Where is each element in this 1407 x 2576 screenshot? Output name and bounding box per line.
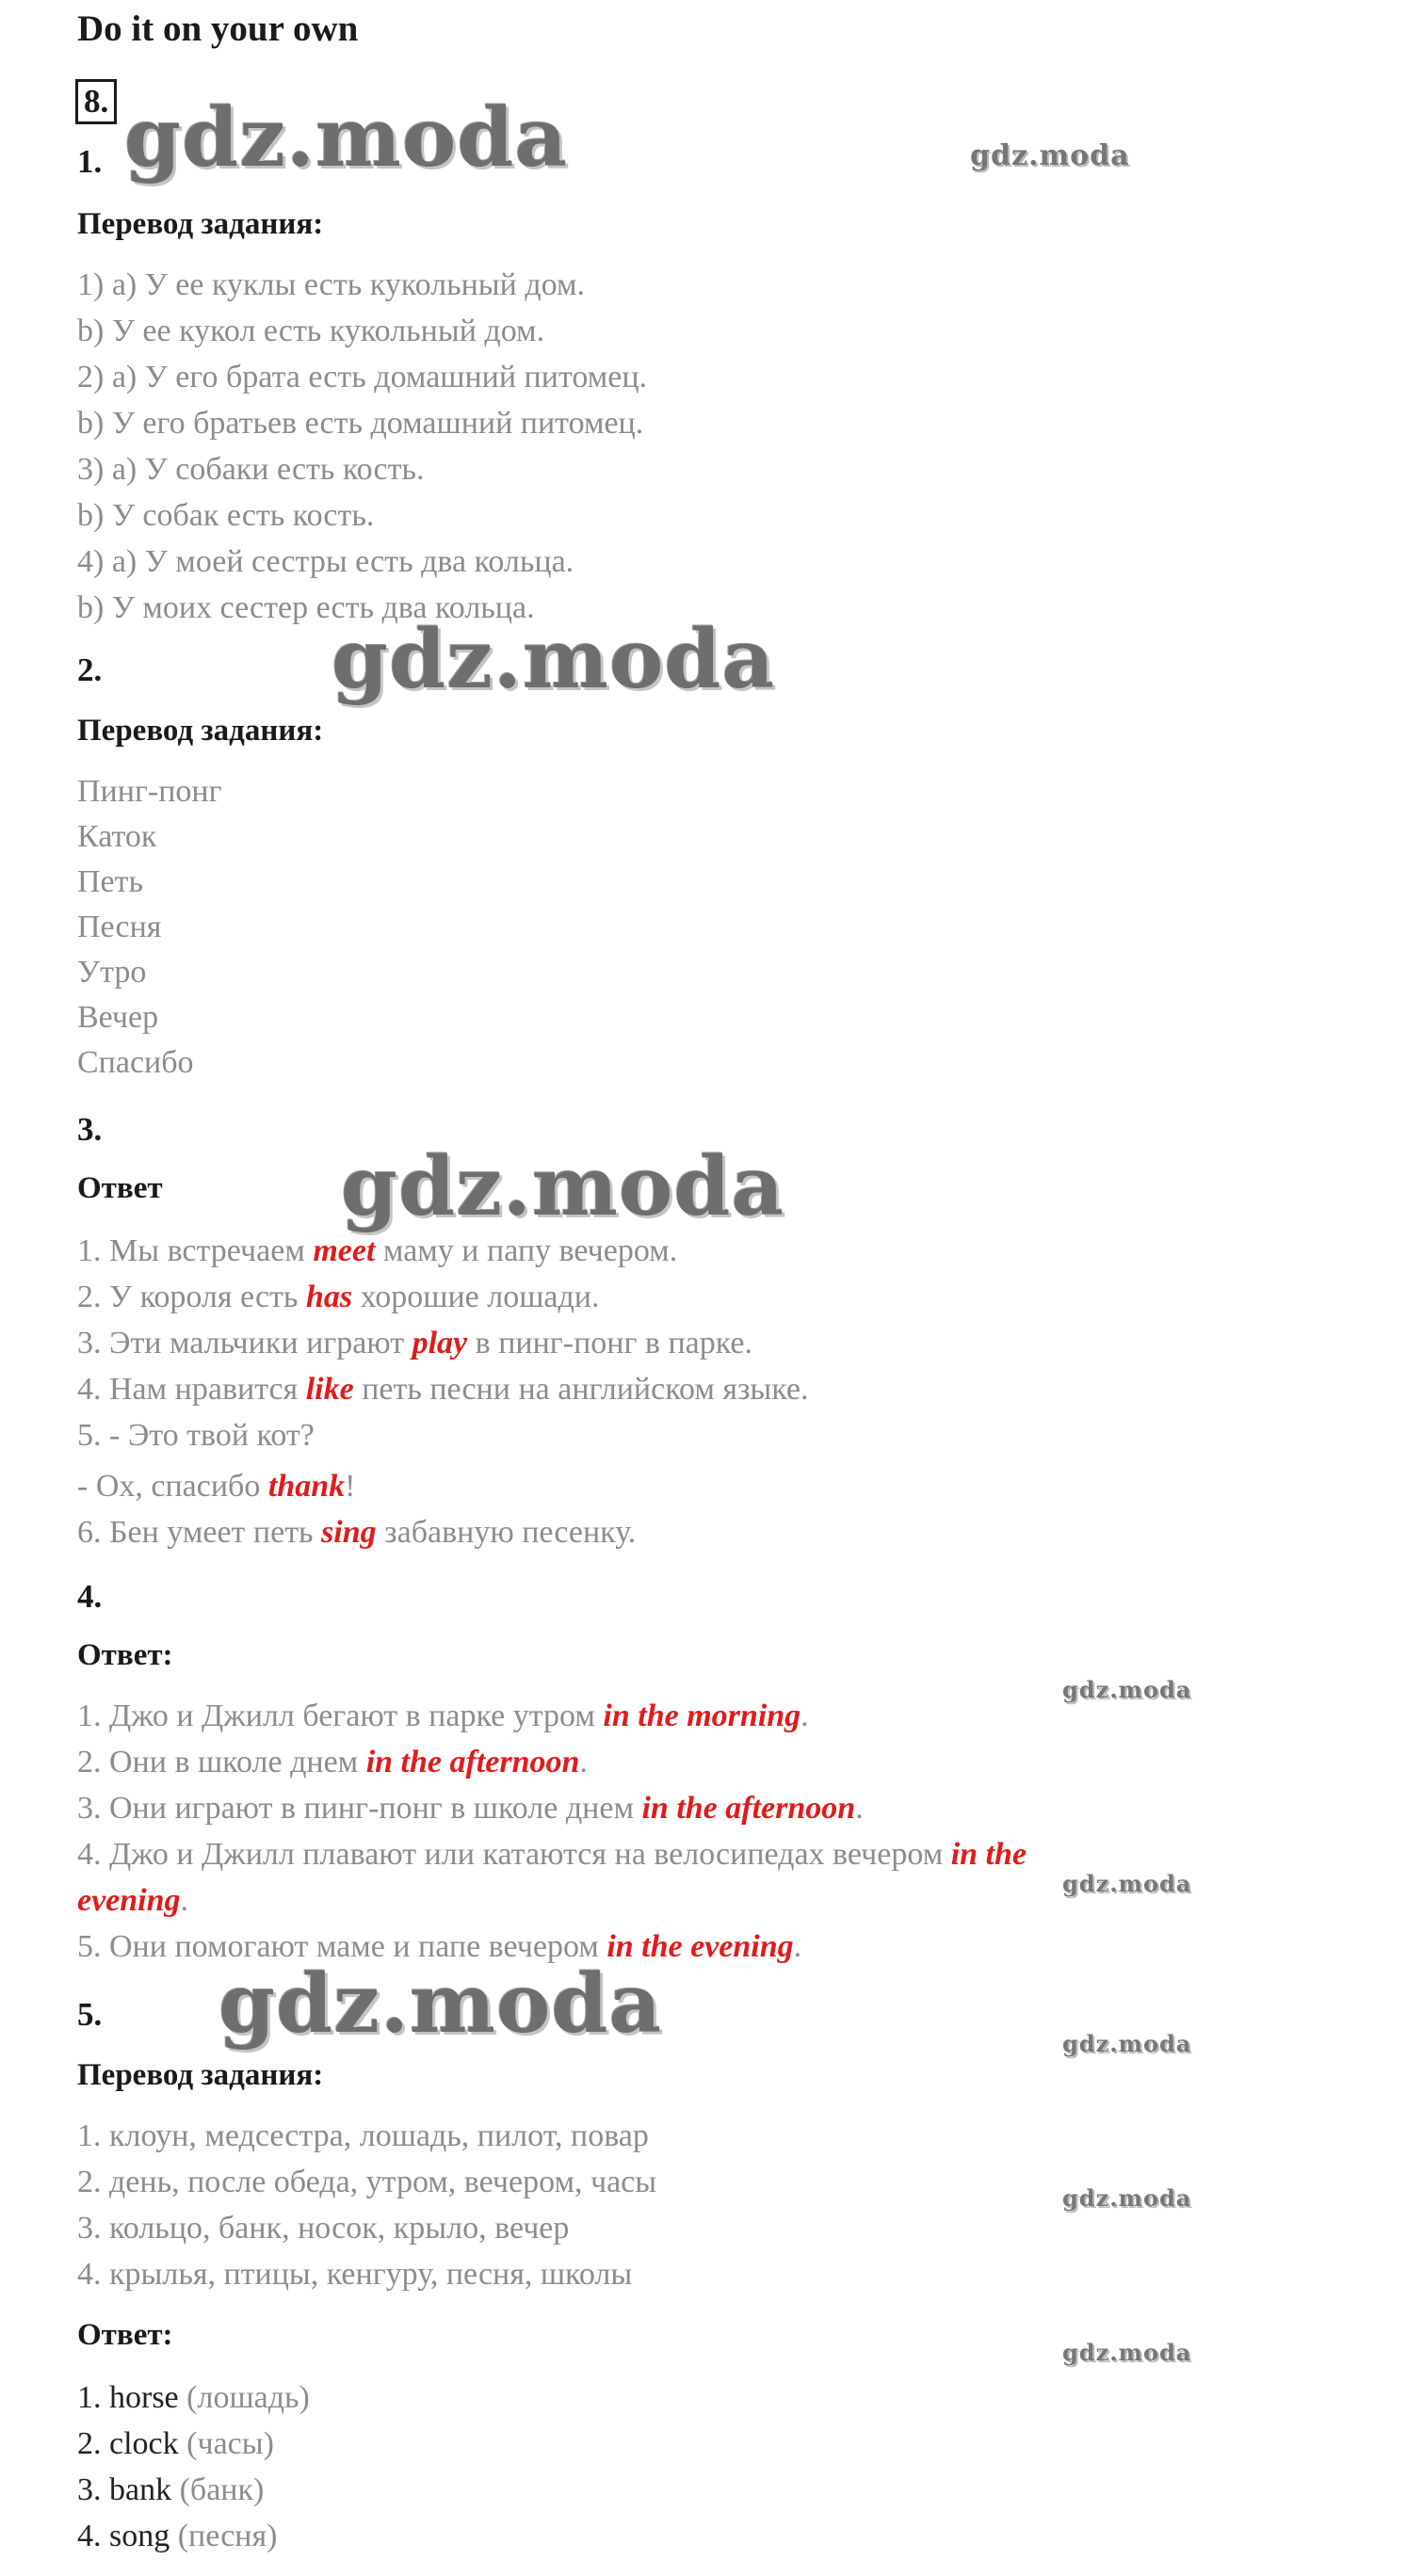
section-4-line: 3. Они играют в пинг-понг в школе днем in the afternoon. xyxy=(77,1791,864,1826)
section-1-number: 1. xyxy=(77,143,103,180)
watermark: gdz.moda xyxy=(1062,1870,1192,1897)
answer-word: in the evening xyxy=(606,1929,794,1964)
section-2-line: Каток xyxy=(77,819,157,854)
section-5-answer: 1. horse (лошадь) xyxy=(77,2380,310,2415)
section-4-line: 5. Они помогают маме и папе вечером in the evening. xyxy=(77,1929,802,1964)
section-1-header: Перевод задания: xyxy=(77,207,324,241)
section-5-line: 1. клоун, медсестра, лошадь, пилот, повар xyxy=(77,2118,649,2153)
section-5-number: 5. xyxy=(77,1996,103,2033)
section-2-line: Петь xyxy=(77,864,144,899)
section-4-line: 2. Они в школе днем in the afternoon. xyxy=(77,1745,588,1779)
answer-word: like xyxy=(305,1372,354,1407)
answer-word: has xyxy=(305,1280,353,1314)
section-4-header: Ответ: xyxy=(77,1638,173,1672)
section-5-header: Перевод задания: xyxy=(77,2058,324,2092)
section-2-line: Утро xyxy=(77,955,147,990)
section-4-number: 4. xyxy=(77,1578,103,1615)
page-title: Do it on your own xyxy=(77,8,359,49)
answer-word: play xyxy=(412,1326,468,1360)
answer-word: meet xyxy=(313,1233,376,1268)
exercise-number: 8. xyxy=(75,79,117,124)
section-2-number: 2. xyxy=(77,652,103,688)
section-1-line: 2) a) У его брата есть домашний питомец. xyxy=(77,360,648,394)
section-1-line: 1) a) У ее куклы есть кукольный дом. xyxy=(77,267,586,302)
watermark: gdz.moda xyxy=(1062,2339,1192,2366)
watermark: gdz.moda xyxy=(1062,1676,1192,1703)
section-2-line: Спасибо xyxy=(77,1045,194,1080)
section-3-line: - Ох, спасибо thank! xyxy=(77,1469,356,1504)
answer-word: thank xyxy=(267,1469,346,1504)
section-5-line: 4. крылья, птицы, кенгуру, песня, школы xyxy=(77,2257,633,2292)
section-2-header: Перевод задания: xyxy=(77,714,324,748)
watermark: gdz.moda xyxy=(218,1956,663,2052)
section-3-number: 3. xyxy=(77,1111,103,1148)
answer-word: in the morning xyxy=(603,1699,801,1733)
watermark: gdz.moda xyxy=(970,139,1130,172)
section-1-line: 4) a) У моей сестры есть два кольца. xyxy=(77,544,574,579)
answer-word: in the afternoon xyxy=(365,1745,580,1779)
section-2-line: Пинг-понг xyxy=(77,774,222,809)
section-3-header: Ответ xyxy=(77,1171,163,1205)
section-2-line: Вечер xyxy=(77,1000,159,1035)
answer-word: evening xyxy=(77,1883,181,1918)
answer-word: sing xyxy=(321,1515,377,1550)
answer-word: in the afternoon xyxy=(641,1791,856,1826)
section-1-line: b) У моих сестер есть два кольца. xyxy=(77,590,535,625)
watermark: gdz.moda xyxy=(124,90,569,185)
section-5-answer: 4. song (песня) xyxy=(77,2519,278,2553)
watermark: gdz.moda xyxy=(1062,2030,1192,2057)
watermark: gdz.moda xyxy=(1062,2184,1192,2212)
section-1-line: 3) a) У собаки есть кость. xyxy=(77,452,425,487)
section-3-line: 5. - Это твой кот? xyxy=(77,1418,315,1453)
section-4-line: 4. Джо и Джилл плавают или катаются на велосипедах вечером in the xyxy=(77,1837,1027,1872)
section-5-answer: 3. bank (банк) xyxy=(77,2472,265,2507)
section-1-line: b) У ее кукол есть кукольный дом. xyxy=(77,314,545,348)
section-3-line: 6. Бен умеет петь sing забавную песенку. xyxy=(77,1515,637,1550)
section-1-line: b) У собак есть кость. xyxy=(77,498,375,533)
section-4-line: evening. xyxy=(77,1883,189,1918)
section-4-line: 1. Джо и Джилл бегают в парке утром in the morning. xyxy=(77,1699,809,1733)
watermark: gdz.moda xyxy=(332,612,776,707)
section-3-line: 2. У короля есть has хорошие лошади. xyxy=(77,1280,600,1314)
watermark: gdz.moda xyxy=(341,1139,785,1234)
section-1-line: b) У его братьев есть домашний питомец. xyxy=(77,406,644,441)
section-2-line: Песня xyxy=(77,910,162,944)
section-5-line: 3. кольцо, банк, носок, крыло, вечер xyxy=(77,2211,570,2246)
answer-word: in the xyxy=(950,1837,1027,1872)
section-3-line: 1. Мы встречаем meet маму и папу вечером. xyxy=(77,1233,678,1268)
section-5-answer-header: Ответ: xyxy=(77,2318,173,2352)
section-5-line: 2. день, после обеда, утром, вечером, часы xyxy=(77,2165,657,2199)
section-3-line: 4. Нам нравится like петь песни на английском языке. xyxy=(77,1372,809,1407)
section-3-line: 3. Эти мальчики играют play в пинг-понг в парке. xyxy=(77,1326,753,1360)
section-5-answer: 2. clock (часы) xyxy=(77,2426,274,2461)
